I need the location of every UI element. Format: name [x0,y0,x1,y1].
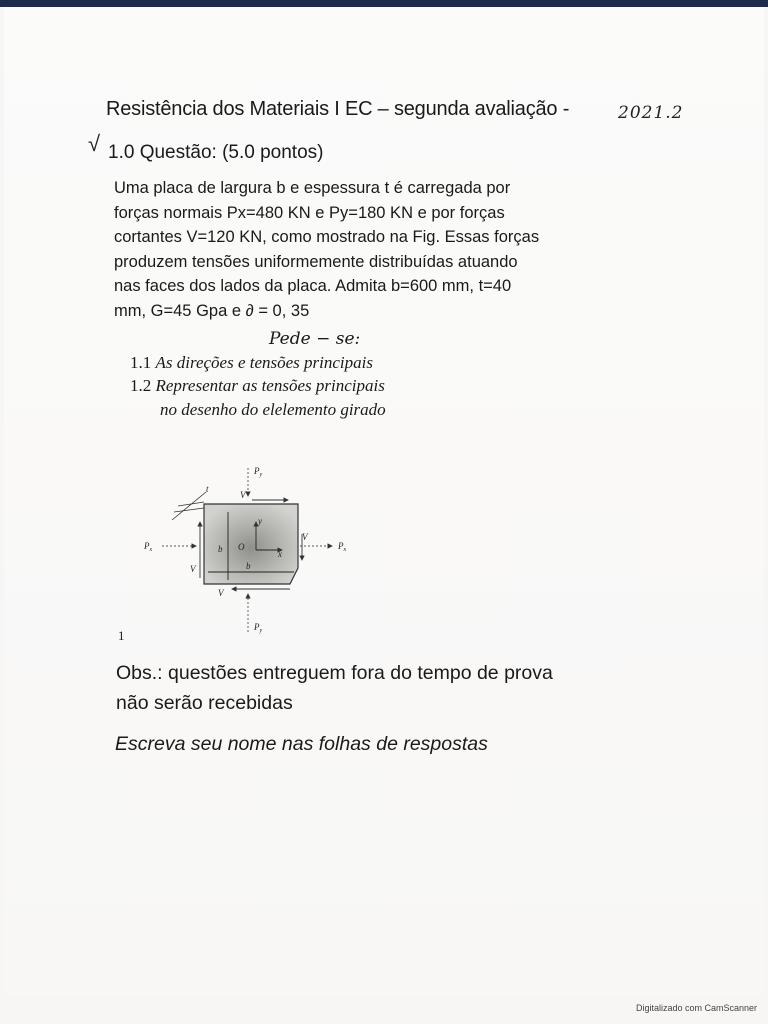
px-right-label: $P_x$ [338,541,347,553]
thickness-dim-line [178,502,204,506]
exam-title: Resistência dos Materiais I EC – segunda avaliação - [106,98,570,120]
figure-number: 1 [118,628,125,643]
item-1-2-text: Representar as tensões principais [155,376,385,395]
shear-label-bottom: V [218,588,224,598]
pede-se-heading: Pede − se: [269,329,361,349]
check-mark-icon: √ [88,131,101,156]
shear-label-right: V [302,532,308,542]
shear-label-top: V [240,490,246,500]
item-1-1-number: 1.1 [130,353,152,372]
question-body [114,176,634,323]
body-line: nas faces dos lados da placa. Admita b=600 mm, t=40 [114,277,512,295]
body-line: mm, G=45 Gpa e ∂ = 0, 35 [114,301,310,320]
item-1-2-number: 1.2 [130,376,152,395]
obs-line-2: não serão recebidas [116,692,293,714]
item-1-1-text: As direções e tensões principais [155,353,373,372]
b-label-horizontal: b [246,561,251,571]
question-heading: 1.0 Questão: (5.0 pontos) [108,142,324,163]
body-line: forças normais Px=480 KN e Py=180 KN e por forças [114,203,505,222]
item-1-1 [130,353,373,373]
handwritten-year: 2021.2 [618,103,684,123]
top-edge-bar [0,0,768,7]
py-top-label: $P_y$ [254,466,263,478]
body-line: Uma placa de largura b e espessura t é carregada por [114,179,511,197]
shear-label-left: V [190,564,196,574]
body-line: produzem tensões uniformemente distribuídas atuando [114,252,518,271]
y-axis-label: y [258,516,262,526]
item-1-2 [130,376,385,396]
thickness-label: t [206,484,209,494]
obs-line-1: Obs.: questões entreguem fora do tempo de prova [116,662,553,684]
py-bottom-label: $P_y$ [254,622,263,634]
origin-label: O [238,542,245,552]
px-left-label: $P_x$ [144,541,153,553]
thickness-dim-line [172,492,206,520]
plate-loading-figure [140,462,360,638]
b-label-vertical: b [218,544,223,554]
body-line: cortantes V=120 KN, como mostrado na Fig. Essas forças [114,228,540,246]
thickness-dim-line [174,508,204,512]
write-name-instruction: Escreva seu nome nas folhas de respostas [115,733,488,755]
scanner-watermark: Digitalizado com CamScanner [636,1003,758,1013]
x-axis-label: x [278,549,282,559]
item-1-2-continuation: no desenho do elelemento girado [160,400,386,419]
